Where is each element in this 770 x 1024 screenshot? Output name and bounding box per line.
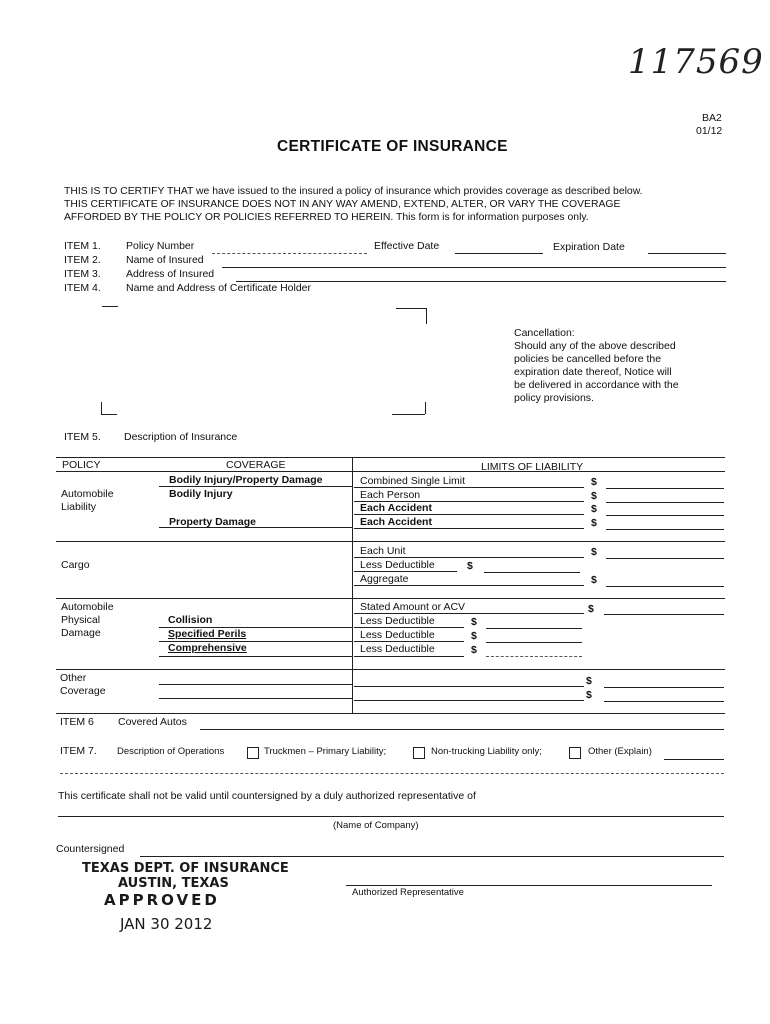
limit-csl-dollar: $	[591, 476, 597, 488]
stamp-line-4: JAN 30 2012	[120, 915, 213, 933]
window-corner-top-left	[102, 306, 118, 307]
limit-each-accident-1-rule	[354, 514, 584, 515]
coverage-pd: Property Damage	[169, 516, 256, 528]
coverage-comprehensive-rule	[159, 656, 352, 657]
stated-amount-rule	[354, 613, 584, 614]
handwritten-form-number: 117569	[628, 42, 764, 82]
authorized-rep-field[interactable]	[346, 885, 712, 886]
item-7-number: ITEM 7.	[60, 745, 97, 757]
perils-deductible-rule	[354, 641, 464, 642]
collision-deductible-field[interactable]	[486, 628, 582, 629]
window-corner-bottom-right	[392, 414, 425, 415]
intro-line-3: AFFORDED BY THE POLICY OR POLICIES REFERRED TO HEREIN. This form is for information purposes only.	[64, 212, 589, 223]
section-rule-cargo	[56, 598, 725, 599]
other-coverage-policy-2: Coverage	[60, 685, 106, 697]
limit-each-person-field[interactable]	[606, 502, 724, 503]
phys-damage-policy-1: Automobile	[61, 601, 114, 613]
other-coverage-field-2[interactable]	[159, 698, 352, 699]
stamp-line-2: AUSTIN, TEXAS	[118, 876, 229, 891]
effective-date-label: Effective Date	[374, 240, 440, 252]
non-trucking-checkbox[interactable]	[413, 747, 425, 759]
expiration-date-label: Expiration Date	[553, 241, 625, 253]
truckmen-checkbox[interactable]	[247, 747, 259, 759]
phys-damage-policy-2: Physical	[61, 614, 101, 626]
limit-each-accident-1-field[interactable]	[606, 515, 724, 516]
cancellation-heading: Cancellation:	[514, 327, 575, 339]
window-corner-top-right	[396, 308, 426, 309]
other-coverage-field-1[interactable]	[159, 684, 352, 685]
other-option-label: Other (Explain)	[588, 746, 652, 757]
other-limit-dollar-1: $	[586, 675, 592, 687]
policy-number-label: Policy Number	[126, 240, 195, 252]
authorized-rep-caption: Authorized Representative	[352, 887, 464, 898]
stamp-line-1: TEXAS DEPT. OF INSURANCE	[82, 861, 289, 876]
coverage-bi-pd-rule	[159, 486, 352, 487]
table-header-rule	[56, 471, 725, 472]
other-limit-field-2[interactable]	[354, 700, 584, 701]
table-column-divider	[352, 457, 353, 714]
countersigned-label: Countersigned	[56, 843, 125, 855]
validity-statement: This certificate shall not be valid until countersigned by a duly authorized representative of	[58, 790, 476, 802]
item-2-number: ITEM 2.	[64, 254, 101, 266]
policy-number-field[interactable]	[212, 253, 367, 254]
operations-field-2[interactable]	[60, 773, 724, 774]
item-6-label	[118, 716, 187, 728]
other-limit-amount-2[interactable]	[604, 701, 724, 702]
cargo-each-unit-label: Each Unit	[360, 545, 406, 557]
cargo-each-unit-dollar: $	[591, 546, 597, 558]
perils-deductible-label: Less Deductible	[360, 629, 435, 641]
insured-name-label: Name of Insured	[126, 254, 204, 266]
covered-autos-text: Covered Autos	[118, 716, 187, 728]
cargo-deductible-rule	[354, 571, 457, 572]
cargo-each-unit-rule	[354, 557, 584, 558]
cancellation-line-5: policy provisions.	[514, 392, 594, 404]
cargo-aggregate-label: Aggregate	[360, 573, 409, 585]
limit-csl-field[interactable]	[606, 488, 724, 489]
comprehensive-deductible-field[interactable]	[486, 656, 582, 657]
other-checkbox[interactable]	[569, 747, 581, 759]
section-rule-physical	[56, 669, 725, 670]
non-trucking-option-label: Non-trucking Liability only;	[431, 746, 542, 757]
comprehensive-deductible-dollar: $	[471, 644, 477, 656]
coverage-comprehensive: Comprehensive	[168, 642, 247, 654]
comprehensive-deductible-rule	[354, 656, 464, 657]
form-date: 01/12	[696, 125, 723, 137]
cargo-aggregate-field[interactable]	[606, 586, 724, 587]
item-3-number: ITEM 3.	[64, 268, 101, 280]
company-name-caption: (Name of Company)	[333, 820, 419, 831]
truckmen-option-label: Truckmen – Primary Liability;	[264, 746, 387, 757]
item-6-number: ITEM 6	[60, 716, 94, 728]
window-corner-bottom-left-v	[101, 402, 102, 414]
collision-deductible-label: Less Deductible	[360, 615, 435, 627]
page-title: CERTIFICATE OF INSURANCE	[277, 138, 508, 155]
limit-csl-rule	[354, 487, 584, 488]
limit-each-person-label: Each Person	[360, 489, 421, 501]
perils-deductible-dollar: $	[471, 630, 477, 642]
collision-deductible-rule	[354, 627, 464, 628]
table-top-rule	[56, 457, 725, 458]
cargo-policy: Cargo	[61, 559, 90, 571]
covered-autos-field[interactable]	[200, 729, 724, 730]
comprehensive-deductible-label: Less Deductible	[360, 643, 435, 655]
cargo-deductible-field[interactable]	[484, 572, 580, 573]
item-1-number: ITEM 1.	[64, 240, 101, 252]
cancellation-line-4: be delivered in accordance with the	[514, 379, 679, 391]
limit-csl-label: Combined Single Limit	[360, 475, 466, 487]
other-limit-field-1[interactable]	[354, 686, 584, 687]
intro-line-1: THIS IS TO CERTIFY THAT we have issued to the insured a policy of insurance which provides coverage as described below.	[64, 186, 643, 197]
stamp-line-3: APPROVED	[104, 891, 220, 909]
header-coverage: COVERAGE	[226, 459, 286, 471]
item-5-label: Description of Insurance	[124, 431, 238, 443]
cargo-aggregate-dollar: $	[591, 574, 597, 586]
item-5-number: ITEM 5.	[64, 431, 101, 443]
other-limit-dollar-2: $	[586, 689, 592, 701]
cargo-aggregate-rule	[354, 585, 584, 586]
countersigned-field[interactable]	[140, 856, 724, 857]
phys-damage-policy-3: Damage	[61, 627, 101, 639]
coverage-collision: Collision	[168, 614, 213, 626]
limit-each-person-dollar: $	[591, 490, 597, 502]
section-rule-liability	[56, 541, 725, 542]
stated-amount-label: Stated Amount or ACV	[360, 601, 466, 613]
header-policy: POLICY	[62, 459, 101, 471]
auto-liability-policy-2: Liability	[61, 501, 97, 513]
table-bottom-rule	[56, 713, 725, 714]
perils-deductible-field[interactable]	[486, 642, 582, 643]
window-corner-top-right-v	[426, 308, 427, 324]
cargo-deductible-label: Less Deductible	[360, 559, 435, 571]
insured-address-label: Address of Insured	[126, 268, 215, 280]
expiration-date-field[interactable]	[648, 253, 726, 254]
stated-amount-dollar: $	[588, 603, 594, 615]
limit-each-accident-2-rule	[354, 528, 584, 529]
item-7-label: Description of Operations	[117, 746, 225, 757]
item-4-number: ITEM 4.	[64, 282, 101, 294]
limit-each-accident-2-field[interactable]	[606, 529, 724, 530]
cargo-deductible-dollar: $	[467, 560, 473, 572]
cancellation-line-1: Should any of the above described	[514, 340, 676, 352]
window-corner-bottom-left	[101, 414, 117, 415]
cancellation-line-2: policies be cancelled before the	[514, 353, 662, 365]
coverage-bi: Bodily Injury	[169, 488, 233, 500]
limit-each-accident-2-dollar: $	[591, 517, 597, 529]
other-coverage-policy-1: Other	[60, 672, 87, 684]
header-limits: LIMITS OF LIABILITY	[481, 461, 584, 473]
company-name-field[interactable]	[58, 816, 724, 817]
coverage-bi-pd: Bodily Injury/Property Damage	[169, 474, 323, 486]
limit-each-accident-1-label: Each Accident	[360, 502, 432, 514]
other-limit-amount-1[interactable]	[604, 687, 724, 688]
collision-deductible-dollar: $	[471, 616, 477, 628]
cargo-each-unit-field[interactable]	[606, 558, 724, 559]
limit-each-accident-1-dollar: $	[591, 503, 597, 515]
stated-amount-field[interactable]	[604, 614, 724, 615]
form-code: BA2	[702, 112, 722, 124]
intro-line-2: THIS CERTIFICATE OF INSURANCE DOES NOT IN ANY WAY AMEND, EXTEND, ALTER, OR VARY THE COVERAGE	[64, 199, 621, 210]
limit-each-accident-2-label: Each Accident	[360, 516, 432, 528]
operations-field-1[interactable]	[664, 759, 724, 760]
coverage-specified-perils: Specified Perils	[168, 628, 247, 640]
effective-date-field[interactable]	[455, 253, 543, 254]
cancellation-line-3: expiration date thereof, Notice will	[514, 366, 672, 378]
auto-liability-policy-1: Automobile	[61, 488, 114, 500]
certificate-holder-label: Name and Address of Certificate Holder	[126, 282, 312, 294]
insured-name-field[interactable]	[222, 267, 726, 268]
window-corner-bottom-right-v	[425, 402, 426, 414]
